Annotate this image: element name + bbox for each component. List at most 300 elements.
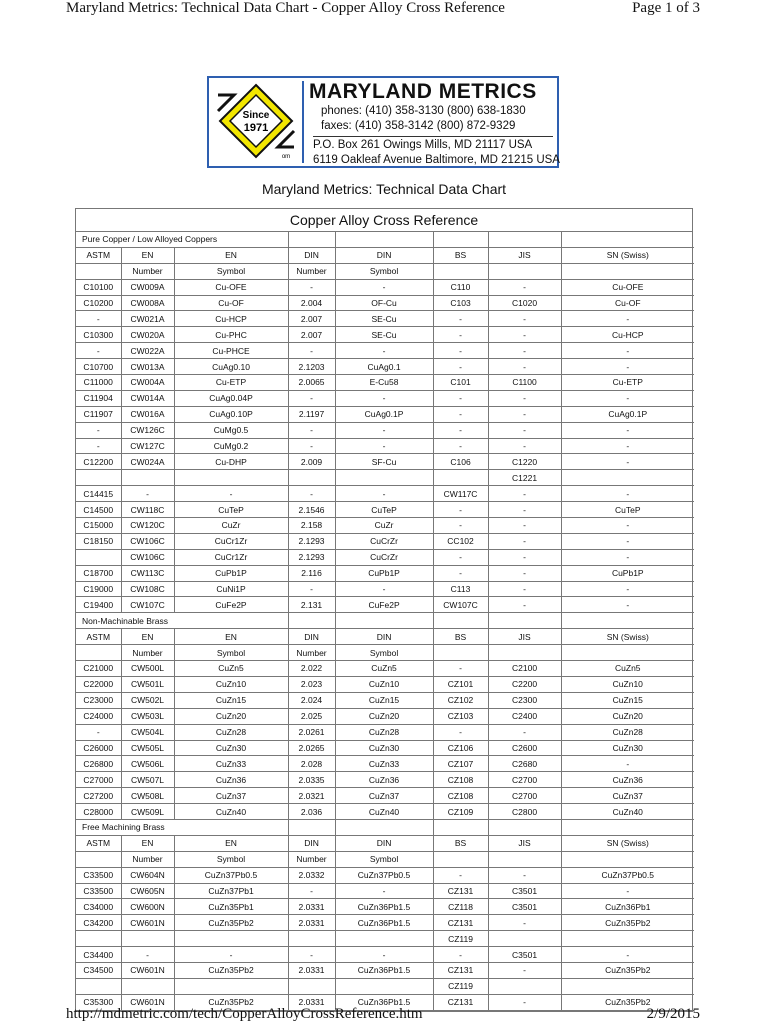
- table-cell: CW021A: [121, 311, 174, 327]
- table-cell: [488, 819, 561, 835]
- table-cell: SF-Cu: [335, 454, 433, 470]
- table-cell: SN (Swiss): [561, 835, 694, 851]
- table-cell: C27000: [76, 772, 121, 788]
- table-row: [76, 867, 694, 883]
- table-cell: DIN: [288, 629, 335, 645]
- table-cell: SN (Swiss): [561, 629, 694, 645]
- table-cell: -: [335, 581, 433, 597]
- table-cell: CW509L: [121, 804, 174, 820]
- table-cell: CW604N: [121, 867, 174, 883]
- table-row: [76, 629, 694, 645]
- table-cell: CuMg0.5: [174, 422, 288, 438]
- page-footer-url: http://mdmetric.com/tech/CopperAlloyCrossReference.htm: [66, 1006, 423, 1022]
- table-cell: E-Cu58: [335, 375, 433, 391]
- table-cell: -: [433, 947, 488, 963]
- table-row: [76, 581, 694, 597]
- table-cell: DIN: [288, 247, 335, 263]
- table-cell: CuTeP: [561, 502, 694, 518]
- page-subtitle: Maryland Metrics: Technical Data Chart: [261, 181, 507, 197]
- logo-emblem: [212, 81, 304, 163]
- table-cell: -: [433, 422, 488, 438]
- table-cell: [288, 470, 335, 486]
- table-cell: 2.1293: [288, 549, 335, 565]
- table-cell: -: [335, 947, 433, 963]
- table-row: [76, 502, 694, 518]
- table-cell: 2.028: [288, 756, 335, 772]
- table-cell: [335, 819, 433, 835]
- table-cell: CuZn40: [335, 804, 433, 820]
- table-cell: C2400: [488, 708, 561, 724]
- table-cell: CW106C: [121, 533, 174, 549]
- table-cell: -: [433, 661, 488, 677]
- logo-since: Since: [242, 110, 270, 121]
- table-cell: Number: [121, 645, 174, 661]
- table-cell: Number: [288, 263, 335, 279]
- table-cell: [561, 978, 694, 994]
- table-cell: JIS: [488, 629, 561, 645]
- table-cell: C18150: [76, 533, 121, 549]
- table-cell: Cu-OF: [174, 295, 288, 311]
- table-cell: CuZn35Pb2: [174, 962, 288, 978]
- table-row: [76, 851, 694, 867]
- table-row: [76, 676, 694, 692]
- table-cell: CuPb1P: [335, 565, 433, 581]
- table-cell: EN: [174, 247, 288, 263]
- table-row: [76, 692, 694, 708]
- table-cell: Cu-ETP: [174, 375, 288, 391]
- table-cell: CuZn28: [561, 724, 694, 740]
- page-number: Page 1 of 3: [632, 0, 700, 16]
- table-row: [76, 978, 694, 994]
- table-cell: CZ101: [433, 676, 488, 692]
- table-row: [76, 661, 694, 677]
- table-cell: [561, 819, 694, 835]
- table-cell: CuZn37: [561, 788, 694, 804]
- table-cell: CZ131: [433, 994, 488, 1010]
- table-cell: CW107C: [433, 597, 488, 613]
- table-cell: CuZn10: [174, 676, 288, 692]
- table-cell: [561, 613, 694, 629]
- table-cell: -: [335, 438, 433, 454]
- table-cell: BS: [433, 247, 488, 263]
- table-cell: -: [488, 565, 561, 581]
- table-cell: JIS: [488, 835, 561, 851]
- section-row: [76, 819, 694, 835]
- table-cell: -: [488, 406, 561, 422]
- table-cell: [488, 232, 561, 247]
- table-cell: Cu-PHC: [174, 327, 288, 343]
- table-cell: CuZn40: [174, 804, 288, 820]
- logo-text-block: [309, 78, 560, 168]
- table-cell: -: [561, 390, 694, 406]
- table-cell: C2700: [488, 788, 561, 804]
- table-cell: [288, 931, 335, 947]
- table-cell: C11907: [76, 406, 121, 422]
- company-logo: [207, 76, 559, 168]
- table-cell: -: [488, 915, 561, 931]
- table-cell: C11000: [76, 375, 121, 391]
- table-cell: 2.158: [288, 518, 335, 534]
- table-cell: CuZn36: [174, 772, 288, 788]
- table-cell: CuZn30: [335, 740, 433, 756]
- table-cell: [76, 978, 121, 994]
- table-cell: OF-Cu: [335, 295, 433, 311]
- table-cell: CZ131: [433, 962, 488, 978]
- table-cell: -: [433, 359, 488, 375]
- table-cell: -: [561, 947, 694, 963]
- table-cell: [488, 263, 561, 279]
- table-cell: -: [288, 422, 335, 438]
- section-row: [76, 613, 694, 629]
- table-cell: BS: [433, 835, 488, 851]
- table-cell: -: [488, 502, 561, 518]
- table-cell: CW508L: [121, 788, 174, 804]
- table-cell: -: [561, 533, 694, 549]
- table-cell: 2.0331: [288, 962, 335, 978]
- table-cell: [488, 851, 561, 867]
- table-cell: Cu-HCP: [561, 327, 694, 343]
- table-cell: CW601N: [121, 962, 174, 978]
- table-cell: CZ106: [433, 740, 488, 756]
- table-cell: CW118C: [121, 502, 174, 518]
- table-cell: C34000: [76, 899, 121, 915]
- table-cell: -: [433, 518, 488, 534]
- table-cell: 2.1197: [288, 406, 335, 422]
- table-row: [76, 359, 694, 375]
- table-cell: 2.007: [288, 311, 335, 327]
- page-footer-date: 2/9/2015: [646, 1006, 700, 1022]
- table-cell: 2.0261: [288, 724, 335, 740]
- table-cell: Number: [288, 851, 335, 867]
- table-cell: CZ103: [433, 708, 488, 724]
- table-cell: C26000: [76, 740, 121, 756]
- table-cell: [121, 978, 174, 994]
- table-row: [76, 533, 694, 549]
- table-cell: CuZn37Pb0.5: [335, 867, 433, 883]
- table-cell: Symbol: [335, 851, 433, 867]
- table-row: [76, 740, 694, 756]
- table-cell: -: [488, 438, 561, 454]
- table-cell: CW504L: [121, 724, 174, 740]
- table-cell: C113: [433, 581, 488, 597]
- table-cell: [288, 978, 335, 994]
- table-cell: 2.0265: [288, 740, 335, 756]
- table-cell: C1220: [488, 454, 561, 470]
- table-cell: -: [433, 327, 488, 343]
- table-cell: -: [433, 724, 488, 740]
- table-cell: CuZn5: [561, 661, 694, 677]
- table-cell: C22000: [76, 676, 121, 692]
- table-cell: SN (Swiss): [561, 247, 694, 263]
- table-cell: [121, 470, 174, 486]
- table-row: [76, 327, 694, 343]
- table-cell: C2800: [488, 804, 561, 820]
- table-cell: 2.0332: [288, 867, 335, 883]
- table-row: [76, 804, 694, 820]
- table-cell: DIN: [335, 247, 433, 263]
- table-cell: CuTeP: [174, 502, 288, 518]
- table-cell: -: [561, 343, 694, 359]
- table-cell: C3501: [488, 947, 561, 963]
- table-cell: -: [335, 343, 433, 359]
- table-cell: CuZr: [174, 518, 288, 534]
- table-cell: 2.116: [288, 565, 335, 581]
- table-cell: CuZn35Pb2: [561, 962, 694, 978]
- table-cell: C2680: [488, 756, 561, 772]
- table-cell: Cu-OFE: [174, 279, 288, 295]
- table-cell: -: [174, 947, 288, 963]
- table-cell: [76, 263, 121, 279]
- logo-po-box: P.O. Box 261 Owings Mills, MD 21117 USA: [313, 139, 533, 151]
- table-cell: -: [488, 549, 561, 565]
- table-cell: [335, 978, 433, 994]
- table-row: [76, 931, 694, 947]
- table-cell: ASTM: [76, 629, 121, 645]
- table-cell: -: [433, 565, 488, 581]
- table-cell: C27200: [76, 788, 121, 804]
- table-cell: CuPb1P: [561, 565, 694, 581]
- page-header-title: Maryland Metrics: Technical Data Chart - Copper Alloy Cross Reference: [66, 0, 505, 16]
- table-cell: -: [488, 994, 561, 1010]
- table-cell: CW505L: [121, 740, 174, 756]
- table-cell: [121, 931, 174, 947]
- table-cell: CuZn37: [335, 788, 433, 804]
- table-cell: 2.0331: [288, 899, 335, 915]
- table-cell: C14415: [76, 486, 121, 502]
- table-body: [76, 232, 694, 1010]
- table-cell: CuZn15: [561, 692, 694, 708]
- table-cell: CW016A: [121, 406, 174, 422]
- table-cell: [174, 978, 288, 994]
- table-cell: [76, 931, 121, 947]
- table-cell: CuMg0.2: [174, 438, 288, 454]
- table-cell: CW009A: [121, 279, 174, 295]
- table-cell: CuZn35Pb2: [174, 915, 288, 931]
- table-cell: CuNi1P: [174, 581, 288, 597]
- table-cell: -: [488, 359, 561, 375]
- table-cell: CW008A: [121, 295, 174, 311]
- table-row: [76, 772, 694, 788]
- table-cell: [488, 613, 561, 629]
- diamond-emblem-icon: [212, 81, 300, 161]
- table-cell: -: [561, 454, 694, 470]
- table-cell: [433, 613, 488, 629]
- table-cell: -: [561, 359, 694, 375]
- table-cell: -: [288, 947, 335, 963]
- table-cell: DIN: [335, 629, 433, 645]
- table-row: [76, 756, 694, 772]
- table-cell: CW507L: [121, 772, 174, 788]
- table-cell: -: [433, 311, 488, 327]
- table-cell: CuFe2P: [174, 597, 288, 613]
- table-cell: CW600N: [121, 899, 174, 915]
- table-cell: -: [561, 518, 694, 534]
- cross-reference-table: [75, 208, 693, 1012]
- table-cell: -: [335, 422, 433, 438]
- table-cell: CuCrZr: [335, 549, 433, 565]
- table-cell: -: [488, 597, 561, 613]
- table-cell: 2.004: [288, 295, 335, 311]
- table-cell: [561, 851, 694, 867]
- table-cell: C2200: [488, 676, 561, 692]
- table-cell: DIN: [335, 835, 433, 851]
- table-cell: -: [433, 343, 488, 359]
- table-cell: CuZn5: [174, 661, 288, 677]
- table-cell: CW500L: [121, 661, 174, 677]
- table-cell: [433, 819, 488, 835]
- table-row: [76, 311, 694, 327]
- table-cell: CuPb1P: [174, 565, 288, 581]
- table-row: [76, 454, 694, 470]
- table-cell: CW113C: [121, 565, 174, 581]
- section-title: Free Machining Brass: [76, 819, 288, 835]
- table-cell: C35300: [76, 994, 121, 1010]
- table-cell: C2600: [488, 740, 561, 756]
- table-cell: CZ131: [433, 883, 488, 899]
- table-cell: CuZn20: [335, 708, 433, 724]
- table-cell: Symbol: [335, 645, 433, 661]
- table-cell: -: [488, 533, 561, 549]
- table-cell: [433, 232, 488, 247]
- table-row: [76, 708, 694, 724]
- table-row: [76, 343, 694, 359]
- table-cell: C14500: [76, 502, 121, 518]
- table-cell: [561, 263, 694, 279]
- table-cell: C110: [433, 279, 488, 295]
- table-cell: CZ131: [433, 915, 488, 931]
- table-cell: -: [433, 438, 488, 454]
- table-cell: -: [488, 327, 561, 343]
- table-cell: EN: [121, 629, 174, 645]
- table-cell: C24000: [76, 708, 121, 724]
- table-cell: C34500: [76, 962, 121, 978]
- table-cell: Cu-OF: [561, 295, 694, 311]
- table-cell: C23000: [76, 692, 121, 708]
- table-cell: CW004A: [121, 375, 174, 391]
- table-cell: C33500: [76, 883, 121, 899]
- table-cell: CuZn30: [174, 740, 288, 756]
- table-cell: [561, 470, 694, 486]
- table-cell: [433, 851, 488, 867]
- table-cell: CuTeP: [335, 502, 433, 518]
- table-cell: C3501: [488, 883, 561, 899]
- table-cell: CuZn35Pb2: [561, 994, 694, 1010]
- table-cell: CuAg0.10P: [174, 406, 288, 422]
- table-cell: CuZn36: [561, 772, 694, 788]
- logo-phones: phones: (410) 358-3130 (800) 638-1830: [321, 105, 526, 117]
- table-cell: -: [561, 883, 694, 899]
- table-row: [76, 422, 694, 438]
- table-cell: C2700: [488, 772, 561, 788]
- table-cell: -: [288, 279, 335, 295]
- table-cell: [561, 931, 694, 947]
- table-cell: EN: [121, 835, 174, 851]
- table-cell: CW117C: [433, 486, 488, 502]
- table-cell: CuCrZr: [335, 533, 433, 549]
- table-cell: 2.025: [288, 708, 335, 724]
- table-cell: 2.036: [288, 804, 335, 820]
- table-cell: CuZn15: [335, 692, 433, 708]
- table-cell: 2.1293: [288, 533, 335, 549]
- table-row: [76, 279, 694, 295]
- table-cell: CW108C: [121, 581, 174, 597]
- table-cell: 2.0065: [288, 375, 335, 391]
- table-title: Copper Alloy Cross Reference: [76, 209, 692, 232]
- table-row: [76, 962, 694, 978]
- table-cell: 2.1203: [288, 359, 335, 375]
- table-cell: CuAg0.1P: [561, 406, 694, 422]
- table-cell: CW020A: [121, 327, 174, 343]
- table-cell: CuZn36Pb1: [561, 899, 694, 915]
- table-cell: Symbol: [174, 263, 288, 279]
- table-cell: SE-Cu: [335, 311, 433, 327]
- logo-small-mark: om: [281, 154, 291, 160]
- table-cell: C28000: [76, 804, 121, 820]
- table-cell: -: [561, 438, 694, 454]
- table-cell: -: [488, 867, 561, 883]
- logo-street: 6119 Oakleaf Avenue Baltimore, MD 21215 USA: [313, 154, 560, 166]
- brand-name: MARYLAND METRICS: [309, 80, 537, 103]
- table-cell: -: [488, 486, 561, 502]
- table-cell: [174, 931, 288, 947]
- table-cell: [76, 549, 121, 565]
- table-cell: CZ119: [433, 931, 488, 947]
- table-cell: CuZn33: [174, 756, 288, 772]
- table-cell: -: [433, 406, 488, 422]
- table-cell: -: [288, 343, 335, 359]
- table-cell: Symbol: [335, 263, 433, 279]
- table-cell: -: [561, 597, 694, 613]
- table-cell: -: [561, 486, 694, 502]
- table-cell: -: [488, 279, 561, 295]
- table-row: [76, 724, 694, 740]
- alloy-table: [76, 232, 694, 1011]
- table-cell: CuZn37Pb0.5: [561, 867, 694, 883]
- table-cell: -: [76, 343, 121, 359]
- logo-divider: [313, 136, 553, 137]
- table-cell: -: [174, 486, 288, 502]
- table-row: [76, 438, 694, 454]
- table-cell: -: [488, 581, 561, 597]
- table-cell: Symbol: [174, 645, 288, 661]
- table-cell: C1221: [488, 470, 561, 486]
- table-cell: [288, 613, 335, 629]
- table-cell: C26800: [76, 756, 121, 772]
- table-cell: -: [288, 883, 335, 899]
- table-cell: 2.0331: [288, 994, 335, 1010]
- table-cell: [433, 645, 488, 661]
- table-cell: CuZn36: [335, 772, 433, 788]
- table-cell: C10700: [76, 359, 121, 375]
- table-cell: -: [335, 279, 433, 295]
- table-cell: -: [121, 486, 174, 502]
- table-cell: -: [488, 311, 561, 327]
- section-row: [76, 232, 694, 247]
- table-cell: [488, 645, 561, 661]
- table-cell: CuZn30: [561, 740, 694, 756]
- logo-faxes: faxes: (410) 358-3142 (800) 872-9329: [321, 120, 516, 132]
- table-cell: -: [433, 867, 488, 883]
- table-cell: CuFe2P: [335, 597, 433, 613]
- table-cell: CuZn28: [174, 724, 288, 740]
- table-cell: CuZn36Pb1.5: [335, 915, 433, 931]
- table-cell: -: [335, 883, 433, 899]
- table-cell: -: [433, 390, 488, 406]
- table-row: [76, 295, 694, 311]
- table-cell: -: [488, 724, 561, 740]
- table-cell: CuAg0.10: [174, 359, 288, 375]
- table-row: [76, 899, 694, 915]
